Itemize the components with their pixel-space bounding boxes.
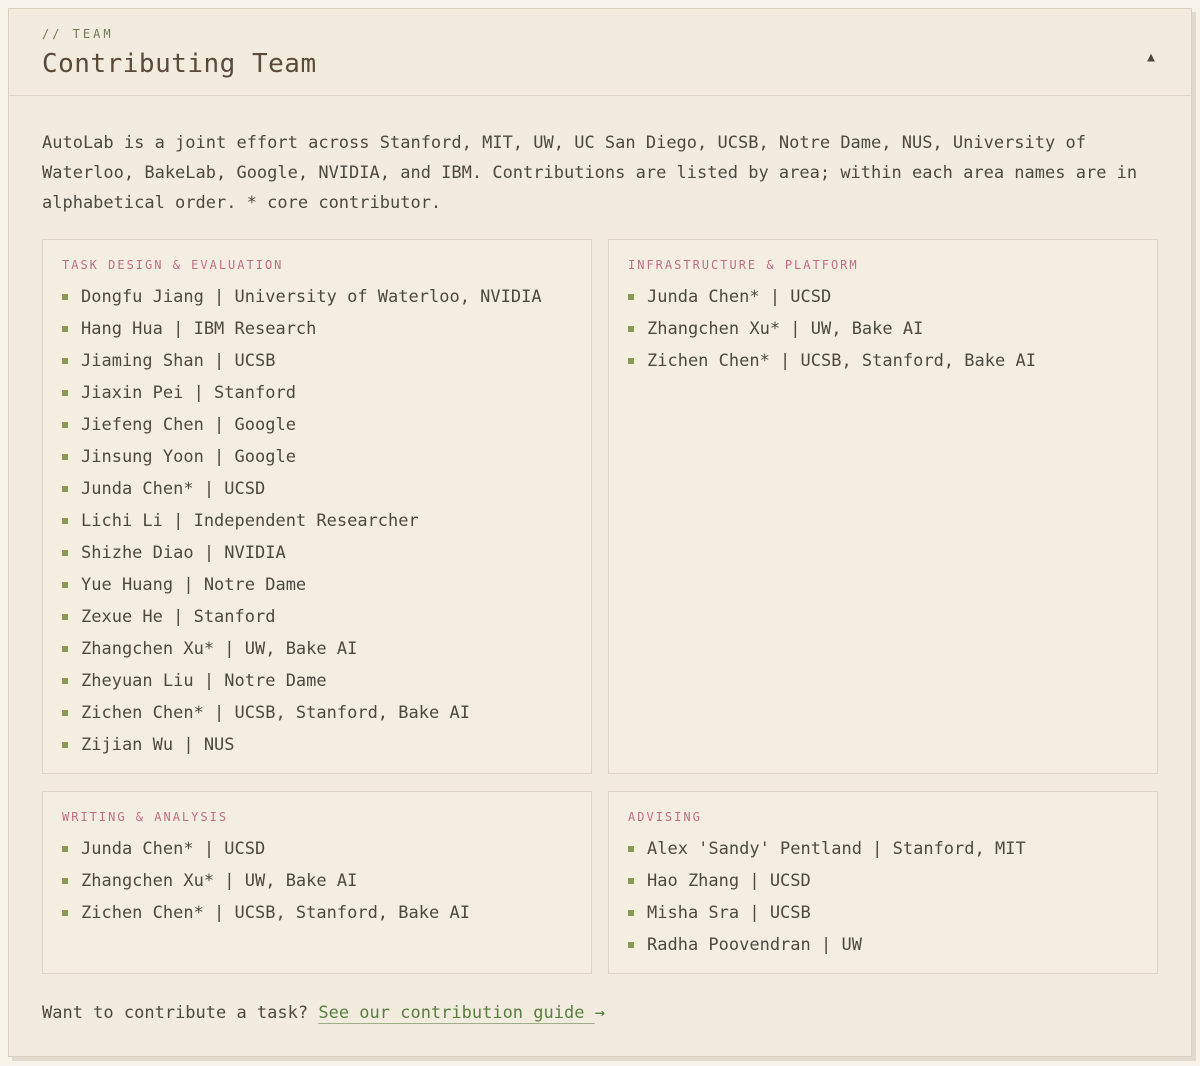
member-label: Zichen Chen* | UCSB, Stanford, Bake AI xyxy=(81,703,470,723)
member-item xyxy=(628,281,1138,313)
member-label: Junda Chen* | UCSD xyxy=(81,479,266,499)
member-list xyxy=(628,833,1138,961)
collapse-section-button[interactable] xyxy=(1147,51,1155,64)
contribution-guide-link-label: See our contribution guide xyxy=(318,1003,595,1023)
bullet-square-icon xyxy=(628,910,634,916)
member-label: Zhangchen Xu* | UW, Bake AI xyxy=(81,639,358,659)
member-item xyxy=(628,833,1138,865)
bullet-square-icon xyxy=(62,390,68,396)
member-label: Zichen Chen* | UCSB, Stanford, Bake AI xyxy=(81,903,470,923)
bullet-square-icon xyxy=(62,710,68,716)
member-label: Zhangchen Xu* | UW, Bake AI xyxy=(81,871,358,891)
member-item xyxy=(62,633,572,665)
member-label: Zhangchen Xu* | UW, Bake AI xyxy=(647,319,924,339)
member-item xyxy=(62,833,572,865)
bullet-square-icon xyxy=(62,326,68,332)
member-item xyxy=(628,345,1138,377)
bullet-square-icon xyxy=(62,614,68,620)
contribute-prompt-text: Want to contribute a task? xyxy=(42,1003,319,1023)
intro-paragraph: AutoLab is a joint effort across Stanford, MIT, UW, UC San Diego, UCSB, Notre Dame, NUS, University of Waterloo, BakeLab, Google, NVIDIA, and IBM. Contributions are listed by area; within each area names are in alphabetical order. * core contributor. xyxy=(42,133,1138,213)
group-card-task-design xyxy=(42,239,592,774)
member-label: Shizhe Diao | NVIDIA xyxy=(81,543,286,563)
member-label: Zijian Wu | NUS xyxy=(81,735,235,755)
bullet-square-icon xyxy=(62,294,68,300)
group-card-advising xyxy=(608,791,1158,974)
member-list xyxy=(628,281,1138,377)
page-title: Contributing Team xyxy=(42,49,317,79)
member-item xyxy=(62,569,572,601)
member-label: Lichi Li | Independent Researcher xyxy=(81,511,419,531)
member-item xyxy=(62,505,572,537)
member-label: Hang Hua | IBM Research xyxy=(81,319,317,339)
member-item xyxy=(62,377,572,409)
group-title: INFRASTRUCTURE & PLATFORM xyxy=(628,258,859,272)
bullet-square-icon xyxy=(62,878,68,884)
contribution-guide-link[interactable] xyxy=(318,1003,605,1023)
bullet-square-icon xyxy=(62,846,68,852)
member-item xyxy=(62,865,572,897)
member-item xyxy=(62,473,572,505)
member-item xyxy=(628,313,1138,345)
triangle-up-icon: ▲ xyxy=(1147,50,1155,65)
member-item xyxy=(62,897,572,929)
member-label: Zichen Chen* | UCSB, Stanford, Bake AI xyxy=(647,351,1036,371)
bullet-square-icon xyxy=(62,678,68,684)
member-label: Jiaxin Pei | Stanford xyxy=(81,383,296,403)
bullet-square-icon xyxy=(62,550,68,556)
member-item xyxy=(62,281,572,313)
bullet-square-icon xyxy=(628,326,634,332)
bullet-square-icon xyxy=(628,846,634,852)
member-label: Junda Chen* | UCSD xyxy=(647,287,832,307)
bullet-square-icon xyxy=(62,358,68,364)
bullet-square-icon xyxy=(628,942,634,948)
group-card-writing xyxy=(42,791,592,974)
member-item xyxy=(62,665,572,697)
team-section-panel xyxy=(8,8,1192,1057)
member-label: Dongfu Jiang | University of Waterloo, NVIDIA xyxy=(81,287,542,307)
member-label: Jiefeng Chen | Google xyxy=(81,415,296,435)
member-label: Alex 'Sandy' Pentland | Stanford, MIT xyxy=(647,839,1026,859)
bullet-square-icon xyxy=(628,878,634,884)
member-label: Zheyuan Liu | Notre Dame xyxy=(81,671,327,691)
bullet-square-icon xyxy=(628,294,634,300)
member-label: Jiaming Shan | UCSB xyxy=(81,351,276,371)
member-label: Zexue He | Stanford xyxy=(81,607,276,627)
member-label: Hao Zhang | UCSD xyxy=(647,871,811,891)
bullet-square-icon xyxy=(62,582,68,588)
member-label: Misha Sra | UCSB xyxy=(647,903,811,923)
contribute-prompt-line xyxy=(42,998,1158,1028)
member-item xyxy=(62,601,572,633)
bullet-square-icon xyxy=(62,910,68,916)
member-label: Junda Chen* | UCSD xyxy=(81,839,266,859)
right-arrow-icon: → xyxy=(594,1003,605,1023)
member-label: Jinsung Yoon | Google xyxy=(81,447,296,467)
member-item xyxy=(62,409,572,441)
member-list xyxy=(62,833,572,929)
bullet-square-icon xyxy=(62,646,68,652)
member-item xyxy=(62,537,572,569)
section-eyebrow-label: // TEAM xyxy=(42,27,114,41)
bullet-square-icon xyxy=(62,422,68,428)
group-title: TASK DESIGN & EVALUATION xyxy=(62,258,284,272)
bullet-square-icon xyxy=(62,518,68,524)
member-item xyxy=(62,729,572,761)
group-card-infrastructure xyxy=(608,239,1158,774)
member-item xyxy=(628,865,1138,897)
member-item xyxy=(62,313,572,345)
member-list xyxy=(62,281,572,761)
member-item xyxy=(62,441,572,473)
member-item xyxy=(62,697,572,729)
member-item xyxy=(62,345,572,377)
member-item xyxy=(628,929,1138,961)
contributor-groups-grid xyxy=(42,239,1158,974)
bullet-square-icon xyxy=(62,454,68,460)
team-section-header xyxy=(9,9,1191,96)
member-label: Yue Huang | Notre Dame xyxy=(81,575,307,595)
member-label: Radha Poovendran | UW xyxy=(647,935,862,955)
group-title: ADVISING xyxy=(628,810,702,824)
team-section-body xyxy=(9,96,1191,1056)
member-item xyxy=(628,897,1138,929)
group-title: WRITING & ANALYSIS xyxy=(62,810,229,824)
bullet-square-icon xyxy=(62,486,68,492)
bullet-square-icon xyxy=(628,358,634,364)
bullet-square-icon xyxy=(62,742,68,748)
